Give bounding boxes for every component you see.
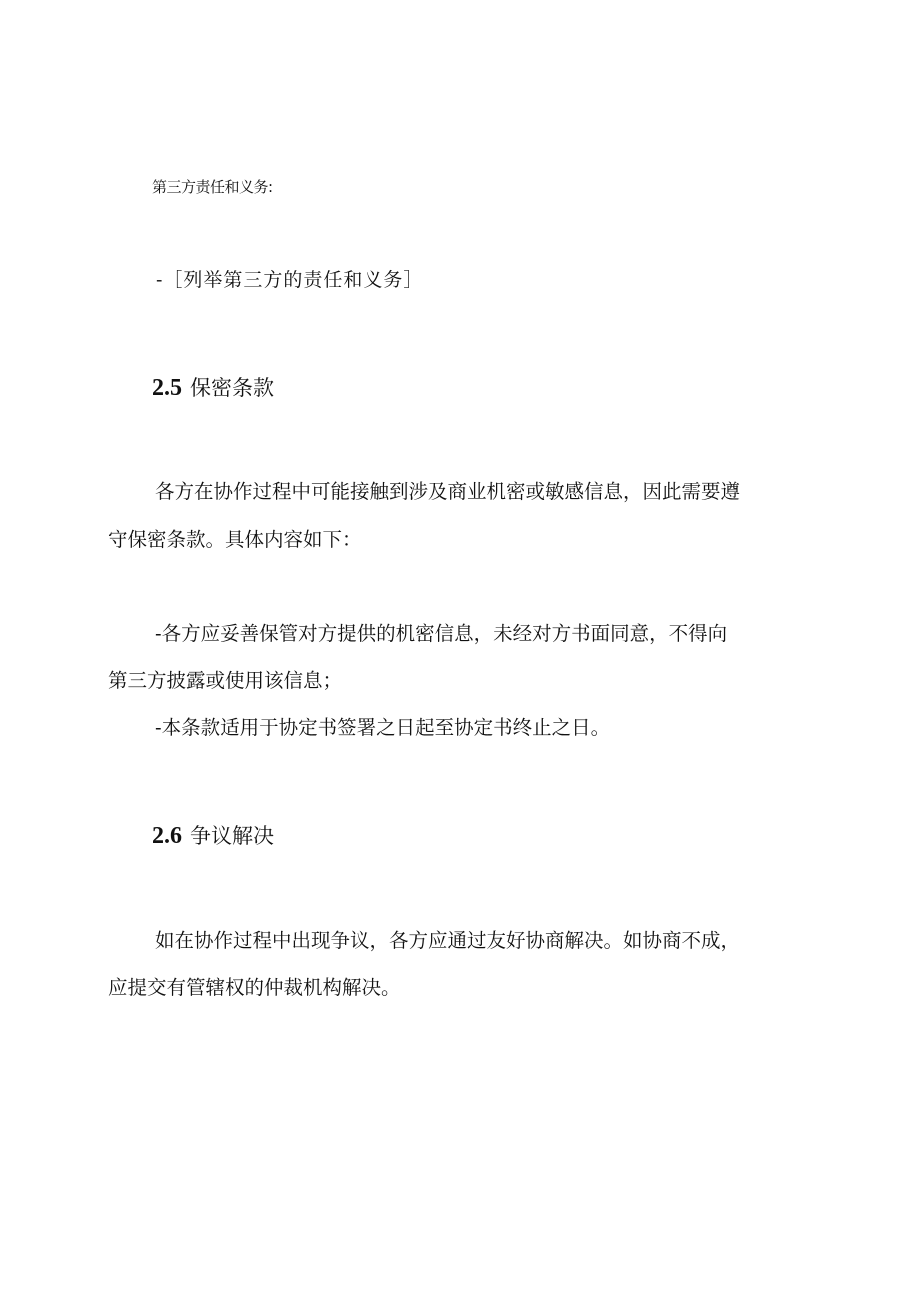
- section-title: 保密条款: [190, 376, 274, 400]
- section-number: 2.5: [152, 375, 182, 401]
- section-heading-2-5: [152, 372, 274, 402]
- section-heading-2-6: [152, 820, 274, 850]
- confidentiality-intro-line-1: 各方在协作过程中可能接触到涉及商业机密或敏感信息，因此需要遵: [155, 480, 741, 503]
- confidentiality-item-1-line-1: -各方应妥善保管对方提供的机密信息，未经对方书面同意，不得向: [155, 622, 728, 645]
- confidentiality-item-2: -本条款适用于协定书签署之日起至协定书终止之日。: [155, 716, 611, 739]
- dispute-body-line-2: 应提交有管辖权的仲裁机构解决。: [108, 976, 401, 999]
- third-party-placeholder: -［列举第三方的责任和义务］: [156, 269, 424, 291]
- confidentiality-intro-line-2: 守保密条款。具体内容如下：: [108, 528, 362, 551]
- dispute-body-line-1: 如在协作过程中出现争议，各方应通过友好协商解决。如协商不成，: [155, 929, 741, 952]
- third-party-heading: 第三方责任和义务:: [152, 178, 273, 196]
- section-number: 2.6: [152, 823, 182, 849]
- confidentiality-item-1-line-2: 第三方披露或使用该信息；: [108, 669, 343, 692]
- section-title: 争议解决: [190, 824, 274, 848]
